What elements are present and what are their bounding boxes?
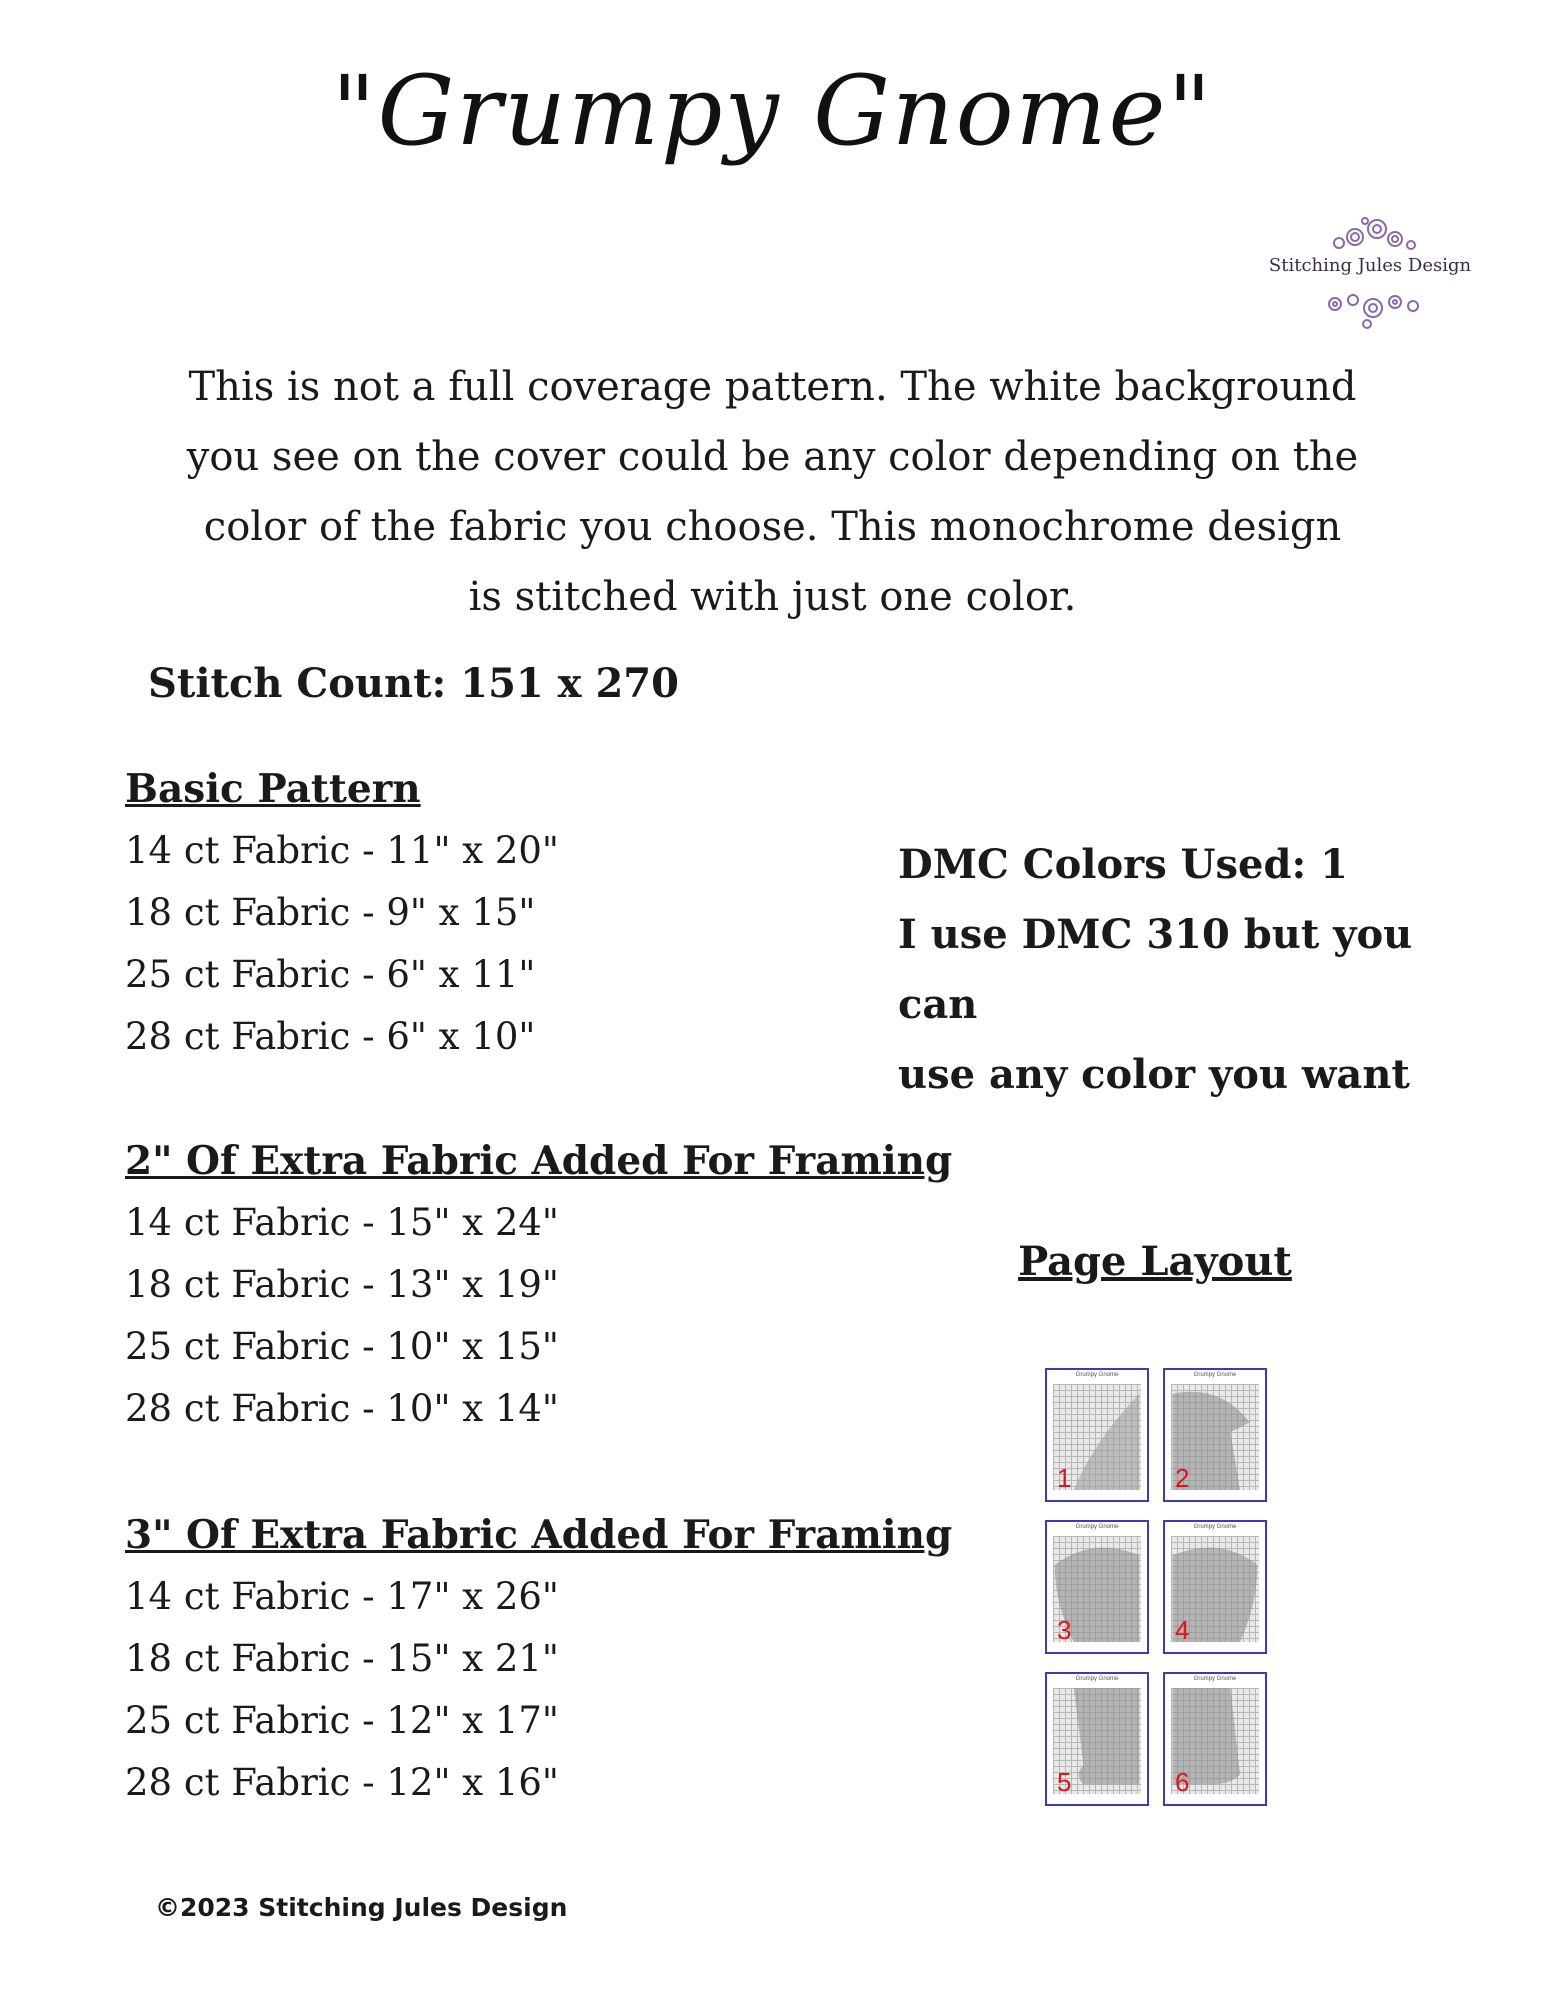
fabric-size-row: 18 ct Fabric - 13" x 19" [125,1263,559,1306]
brand-name: Stitching Jules Design [1268,255,1472,276]
page-number: 1 [1057,1463,1072,1493]
section-heading: 3" Of Extra Fabric Added For Framing [125,1512,953,1558]
thumbnail-caption: Grumpy Gnome [1075,1372,1119,1378]
fabric-size-row: 25 ct Fabric - 6" x 11" [125,953,536,996]
thumbnail-caption: Grumpy Gnome [1193,1372,1237,1378]
thumbnail-caption: Grumpy Gnome [1193,1676,1237,1682]
section-heading: 2" Of Extra Fabric Added For Framing [125,1138,953,1184]
swirl-ornament-icon [1255,215,1485,255]
thumbnail-caption: Grumpy Gnome [1075,1676,1119,1682]
intro-line: is stitched with just one color. [468,574,1077,620]
fabric-size-row: 18 ct Fabric - 15" x 21" [125,1637,559,1680]
stitch-count: Stitch Count: 151 x 270 [148,660,679,707]
page-number: 4 [1175,1615,1190,1645]
page-thumbnail-1 [1045,1368,1149,1502]
thumbnail-caption: Grumpy Gnome [1193,1524,1237,1530]
page-thumbnail-3 [1045,1520,1149,1654]
copyright-footer: ©2023 Stitching Jules Design [155,1893,568,1922]
thumbnail-caption: Grumpy Gnome [1075,1524,1119,1530]
fabric-size-row: 14 ct Fabric - 17" x 26" [125,1575,559,1618]
swirl-ornament-icon [1255,290,1485,330]
page-thumbnail-5 [1045,1672,1149,1806]
intro-line: you see on the cover could be any color depending on the [186,434,1359,480]
intro-line: This is not a full coverage pattern. The white background [188,364,1357,410]
page-thumbnail-4 [1163,1520,1267,1654]
fabric-size-row: 25 ct Fabric - 10" x 15" [125,1325,559,1368]
intro-paragraph [140,352,1405,632]
page-number: 2 [1175,1463,1190,1493]
page-layout-heading: Page Layout [1018,1238,1292,1285]
page-thumbnail-2 [1163,1368,1267,1502]
basic-pattern-section [125,758,559,1068]
section-heading: Basic Pattern [125,766,421,812]
fabric-size-row: 14 ct Fabric - 11" x 20" [125,829,559,872]
fabric-size-row: 25 ct Fabric - 12" x 17" [125,1699,559,1742]
fabric-size-row: 14 ct Fabric - 15" x 24" [125,1201,559,1244]
fabric-size-row: 18 ct Fabric - 9" x 15" [125,891,536,934]
intro-line: color of the fabric you choose. This monochrome design [203,504,1342,550]
brand-logo [1255,210,1485,340]
dmc-colors-note [898,830,1478,1110]
page-number: 3 [1057,1615,1072,1645]
page-title: "Grumpy Gnome" [331,55,1214,167]
fabric-size-row: 28 ct Fabric - 6" x 10" [125,1015,536,1058]
extra-3in-section [125,1504,952,1814]
fabric-size-row: 28 ct Fabric - 12" x 16" [125,1761,559,1804]
page-thumbnail-6 [1163,1672,1267,1806]
dmc-note-line: I use DMC 310 but you can [898,911,1413,1028]
dmc-colors-used: DMC Colors Used: 1 [898,841,1348,888]
page-number: 6 [1175,1767,1190,1797]
fabric-size-row: 28 ct Fabric - 10" x 14" [125,1387,559,1430]
dmc-note-line: use any color you want [898,1051,1410,1098]
extra-2in-section [125,1130,952,1440]
page-number: 5 [1057,1767,1072,1797]
